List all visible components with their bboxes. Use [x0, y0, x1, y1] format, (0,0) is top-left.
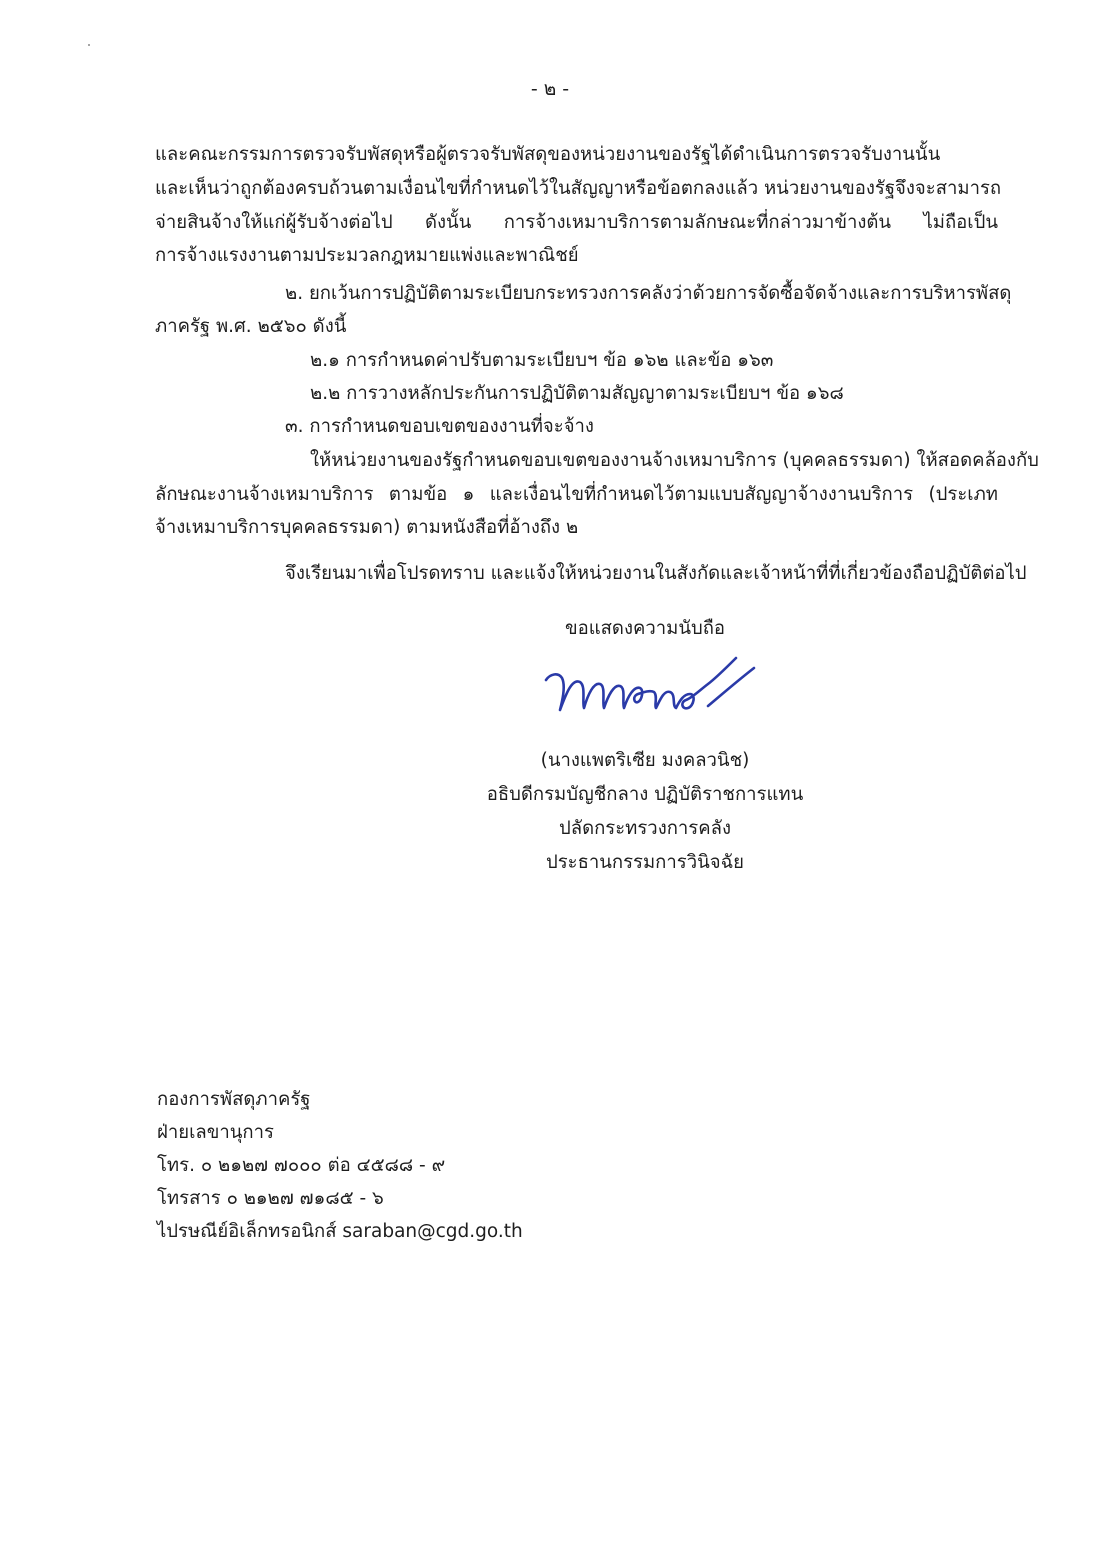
footer-section: ฝ่ายเลขานุการ — [157, 1122, 274, 1143]
item-3-line: ให้หน่วยงานของรัฐกำหนดขอบเขตของงานจ้างเหมาบริการ (บุคคลธรรมดา) ให้สอดคล้องกับ — [310, 450, 1039, 471]
conclusion-line: จึงเรียนมาเพื่อโปรดทราบ และแจ้งให้หน่วยงานในสังกัดและเจ้าหน้าที่ที่เกี่ยวข้องถือปฏิบัติต่อไป — [285, 563, 1027, 584]
contact-footer — [157, 1085, 523, 1250]
item-3-heading: ๓. การกำหนดขอบเขตของงานที่จะจ้าง — [285, 416, 594, 437]
item-2-line: ๒. ยกเว้นการปฏิบัติตามระเบียบกระทรวงการคลังว่าด้วยการจัดซื้อจัดจ้างและการบริหารพัสดุ — [285, 283, 1012, 304]
footer-email: ไปรษณีย์อิเล็กทรอนิกส์ saraban@cgd.go.th — [157, 1221, 523, 1242]
paragraph-line: และคณะกรรมการตรวจรับพัสดุหรือผู้ตรวจรับพัสดุของหน่วยงานของรัฐได้ดำเนินการตรวจรับงานนั้น — [155, 144, 941, 165]
signatory-block — [480, 746, 810, 882]
footer-phone: โทร. ๐ ๒๑๒๗ ๗๐๐๐ ต่อ ๔๕๘๘ - ๙ — [157, 1155, 446, 1176]
signatory-position: ประธานกรรมการวินิจฉัย — [545, 852, 745, 873]
footer-fax: โทรสาร ๐ ๒๑๒๗ ๗๑๘๕ - ๖ — [157, 1188, 384, 1209]
paragraph-line: และเห็นว่าถูกต้องครบถ้วนตามเงื่อนไขที่กำหนดไว้ในสัญญาหรือข้อตกลงแล้ว หน่วยงานของรัฐจึงจะสามารถ — [155, 178, 1002, 199]
paragraph-line: จ่ายสินจ้างให้แก่ผู้รับจ้างต่อไป ดังนั้น การจ้างเหมาบริการตามลักษณะที่กล่าวมาข้างต้น ไม่ถือเป็น — [155, 212, 998, 233]
item-3-line: ลักษณะงานจ้างเหมาบริการ ตามข้อ ๑ และเงื่อนไขที่กำหนดไว้ตามแบบสัญญาจ้างงานบริการ (ประเภท — [155, 484, 998, 505]
item-2-line: ภาครัฐ พ.ศ. ๒๕๖๐ ดังนี้ — [155, 316, 347, 337]
signatory-position: อธิบดีกรมบัญชีกลาง ปฏิบัติราชการแทน — [486, 784, 804, 805]
paragraph-line: การจ้างแรงงานตามประมวลกฎหมายแพ่งและพาณิชย์ — [155, 245, 579, 266]
signatory-name: (นางแพตริเซีย มงคลวนิช) — [540, 750, 750, 771]
item-2-1: ๒.๑ การกำหนดค่าปรับตามระเบียบฯ ข้อ ๑๖๒ และข้อ ๑๖๓ — [310, 350, 774, 371]
signatory-position: ปลัดกระทรวงการคลัง — [559, 818, 731, 839]
footer-division: กองการพัสดุภาครัฐ — [157, 1089, 311, 1110]
closing-salutation: ขอแสดงความนับถือ — [564, 618, 726, 639]
scan-speck — [88, 44, 90, 46]
item-3-line: จ้างเหมาบริการบุคคลธรรมดา) ตามหนังสือที่อ้างถึง ๒ — [155, 517, 579, 538]
page-number: - ๒ - — [530, 78, 570, 100]
handwritten-signature — [540, 650, 790, 730]
item-2-2: ๒.๒ การวางหลักประกันการปฏิบัติตามสัญญาตามระเบียบฯ ข้อ ๑๖๘ — [310, 383, 844, 404]
